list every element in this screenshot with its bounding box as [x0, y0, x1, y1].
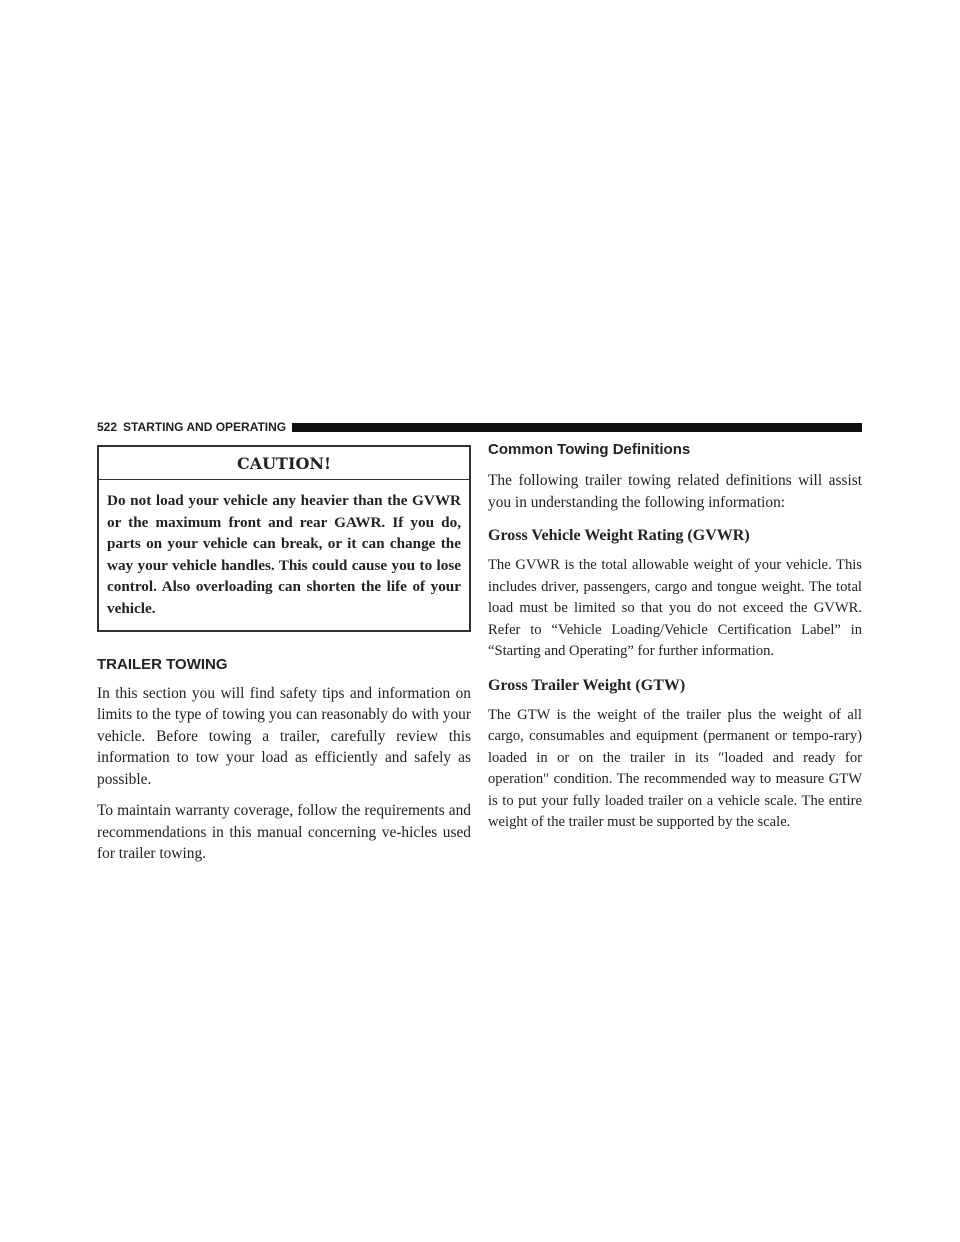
trailer-towing-paragraph: In this section you will find safety tips and information on limits to the type of towing you can reasonably do with your vehicle. Before towing a trailer, carefully review this information to tow your load as efficiently and safely as possible.	[97, 684, 471, 788]
definitions-heading: Common Towing Definitions	[488, 441, 691, 458]
caution-title: CAUTION!	[99, 447, 469, 480]
trailer-towing-heading: TRAILER TOWING	[97, 655, 228, 673]
section-title: STARTING AND OPERATING	[123, 420, 287, 434]
definitions-intro: The following trailer towing related definitions will assist you in understanding the following information:	[488, 472, 862, 511]
gtw-text: The GTW is the weight of the trailer plus the weight of all cargo, consumables and equipment (permanent or tempo-rary) loaded in or on the trailer in its ″loaded and ready for operation″ condition. The recommended way to measure GTW is to put your fully loaded trailer on a vehicle scale. The entire weight of the trailer must be supported by the scale.	[488, 706, 862, 830]
left-column	[97, 445, 471, 865]
page-header	[97, 419, 862, 435]
gvwr-heading: Gross Vehicle Weight Rating (GVWR)	[488, 527, 750, 544]
gvwr-text: The GVWR is the total allowable weight of your vehicle. This includes driver, passengers, cargo and tongue weight. The total load must be limited so that you do not exceed the GVWR. Refer to “Vehicle Loading/Vehicle Certification Label” in “Starting and Operating” for further information.	[488, 557, 862, 659]
warranty-paragraph: To maintain warranty coverage, follow the requirements and recommendations in this manual concerning ve-hicles used for trailer towing.	[97, 802, 471, 863]
caution-box	[97, 445, 471, 632]
header-rule	[292, 423, 862, 432]
caution-text: Do not load your vehicle any heavier than the GVWR or the maximum front and rear GAWR. If you do, parts on your vehicle can break, or it can change the way your vehicle handles. This could cause you to lose control. Also overloading can shorten the life of your vehicle.	[107, 492, 461, 617]
page-number: 522	[97, 420, 118, 434]
gtw-heading: Gross Trailer Weight (GTW)	[488, 676, 686, 694]
right-column	[488, 441, 862, 834]
